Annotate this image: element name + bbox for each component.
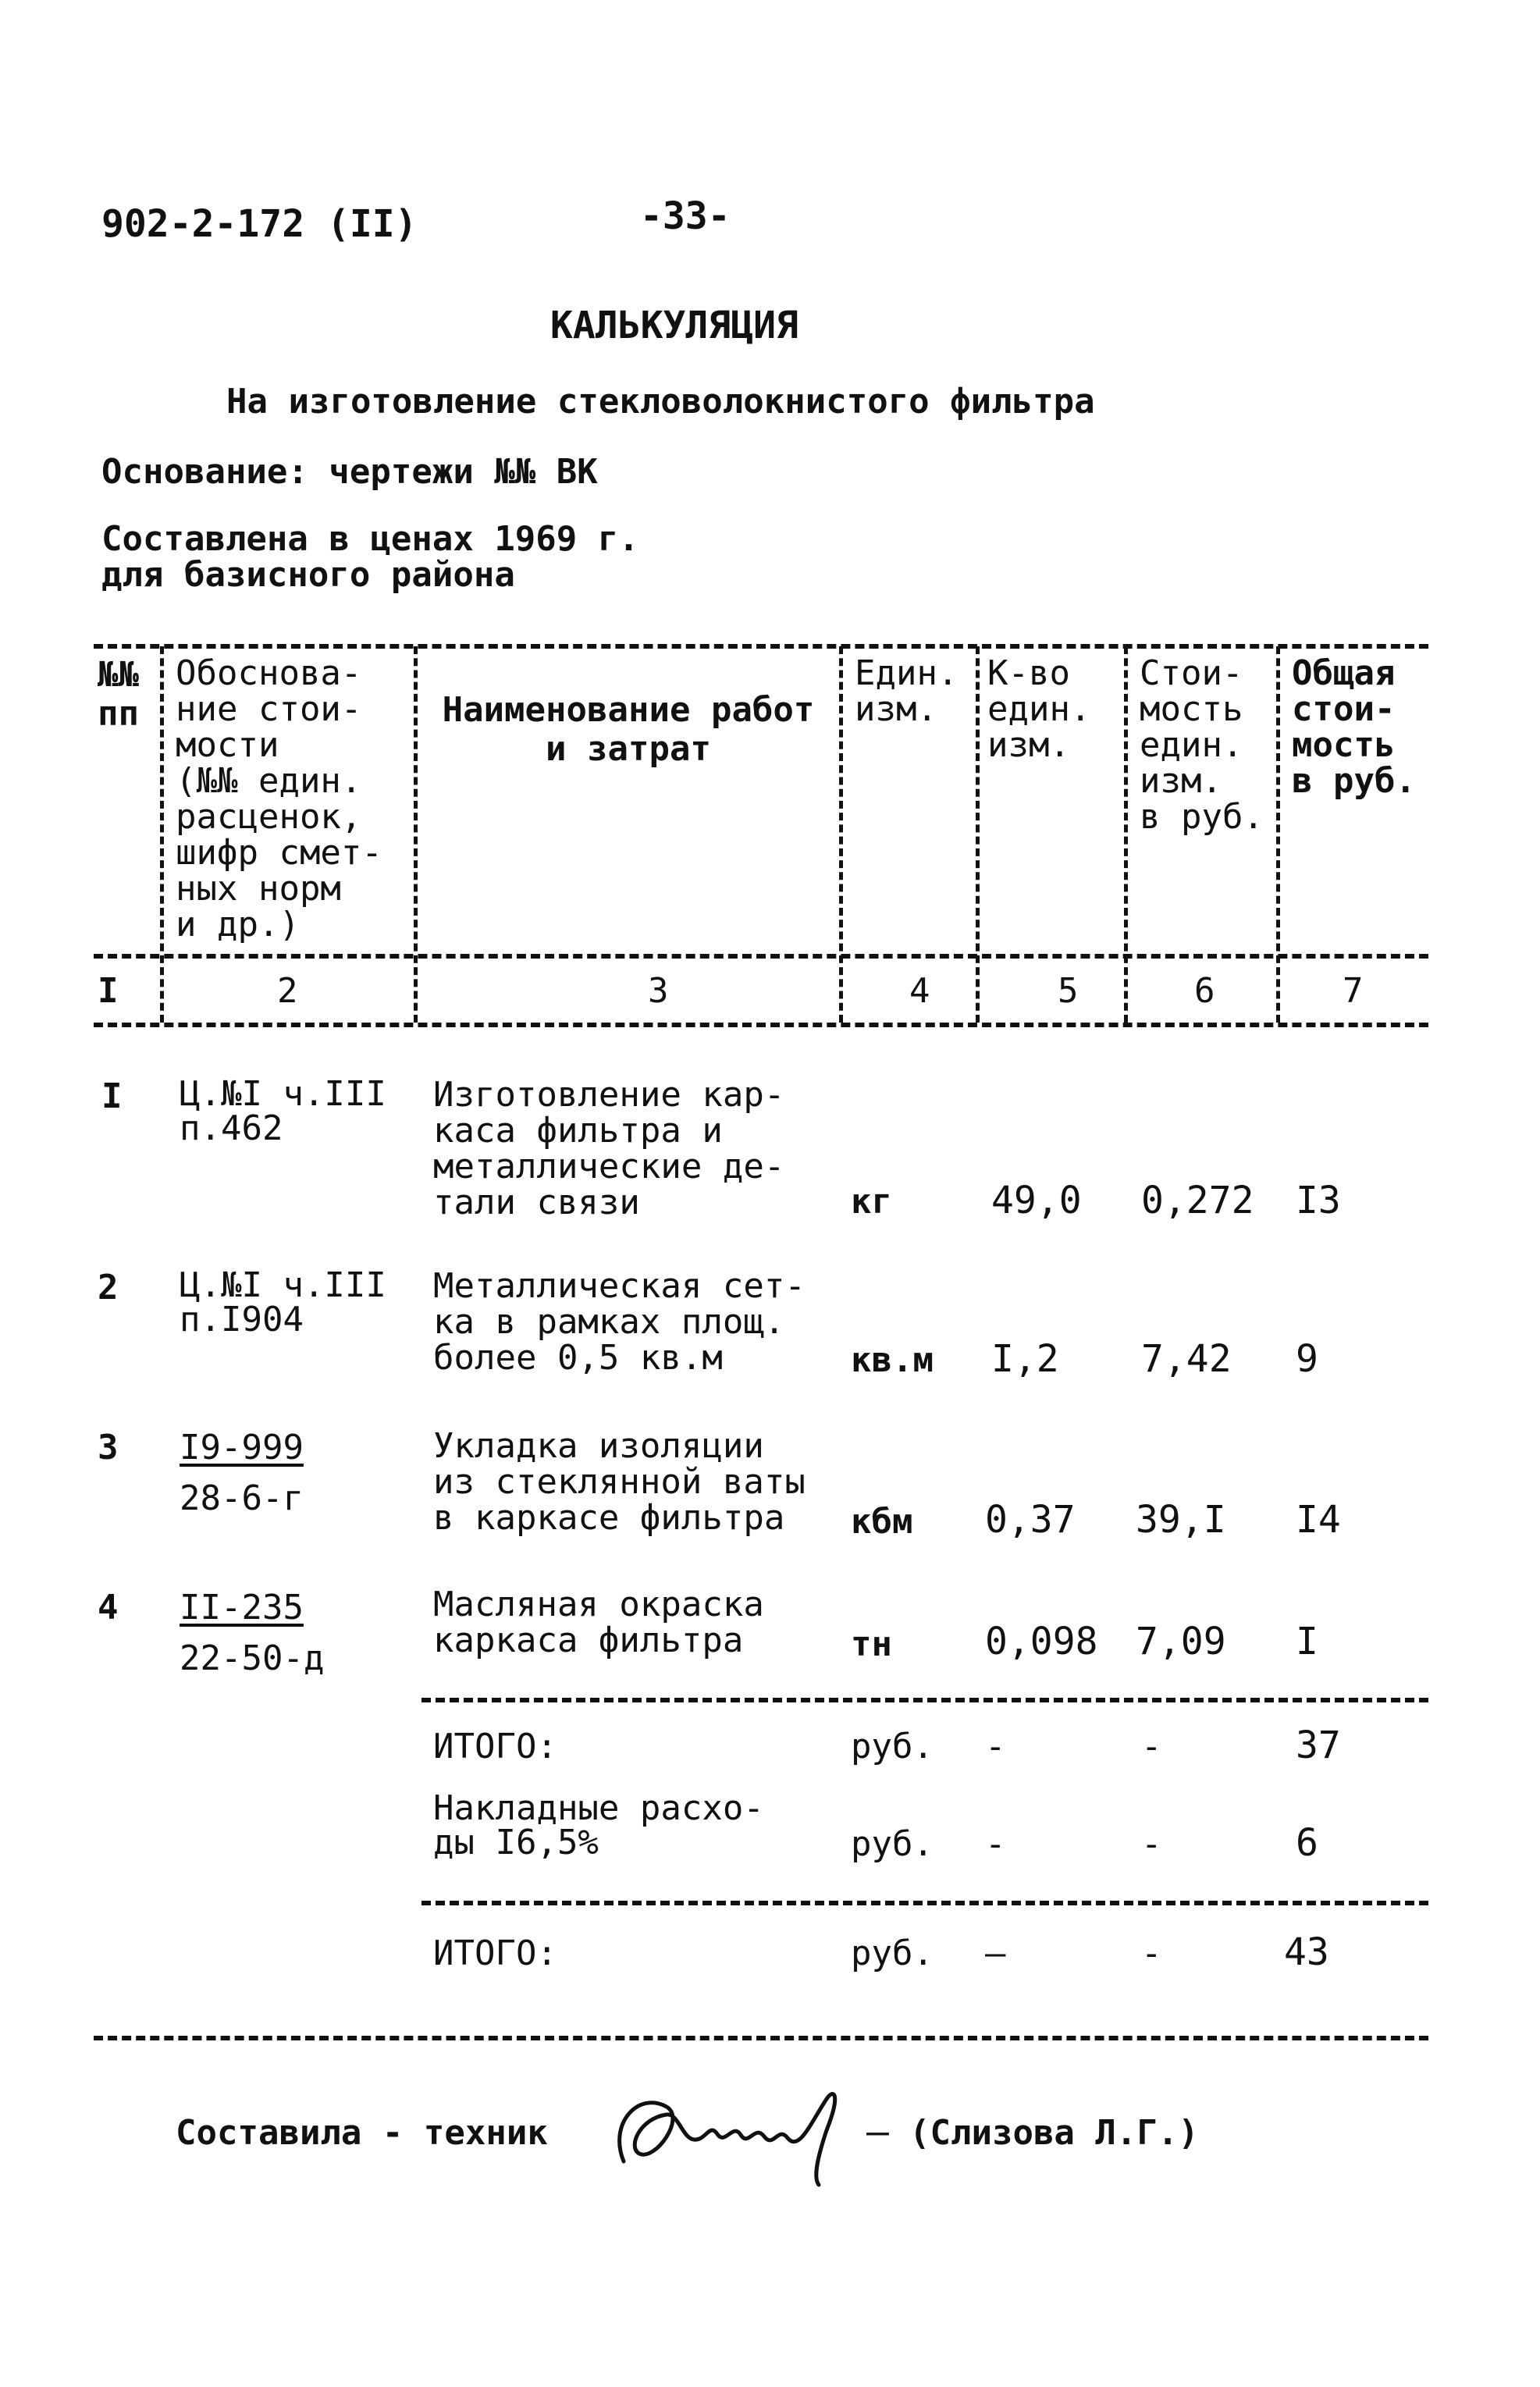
overhead-label: Накладные расхо- ды I6,5% — [433, 1788, 764, 1862]
overhead-total: 6 — [1296, 1821, 1318, 1865]
row-3-unit: кбм — [851, 1502, 913, 1542]
column-number-1: I — [98, 971, 119, 1011]
row-4-total: I — [1296, 1620, 1318, 1663]
document-code: 902-2-172 (II) — [101, 202, 418, 246]
column-number-4: 4 — [909, 971, 930, 1011]
prices-line-2: для базисного района — [101, 555, 515, 595]
row-3-name: Укладка изоляции из стеклянной ваты в каркасе фильтра — [433, 1426, 806, 1538]
column-header-6: Стои- мость един. изм. в руб. — [1140, 653, 1264, 837]
compiled-by-label: Составила - техник — [176, 2113, 548, 2153]
row-2-basis: Ц.№I ч.III п.I904 — [180, 1265, 386, 1339]
column-number-2: 2 — [277, 971, 298, 1011]
column-header-2: Обоснова- ние стои- мости (№№ един. расценок, шифр смет- ных норм и др.) — [176, 653, 382, 944]
column-header-5: К-во един. изм. — [987, 653, 1091, 765]
row-1-unit: кг — [851, 1182, 892, 1222]
subtotal-2-quantity: — — [985, 1933, 1006, 1973]
subtotal-2-unit-price: - — [1141, 1933, 1162, 1973]
row-2-unit-price: 7,42 — [1141, 1337, 1232, 1381]
subtotal-1-quantity: - — [985, 1727, 1006, 1766]
subtotal-1-total: 37 — [1296, 1724, 1341, 1767]
subtotal-2-label: ИТОГО: — [433, 1933, 557, 1973]
subtotal-2-rule — [421, 1901, 1428, 1905]
row-2-total: 9 — [1296, 1337, 1318, 1381]
row-1-unit-price: 0,272 — [1141, 1179, 1254, 1222]
subtotal-2-total: 43 — [1284, 1930, 1329, 1974]
row-3-unit-price: 39,I — [1136, 1498, 1226, 1542]
column-number-6: 6 — [1194, 971, 1215, 1011]
row-4-quantity: 0,098 — [985, 1620, 1098, 1663]
row-4-number: 4 — [98, 1588, 119, 1628]
column-header-4: Един. изм. — [855, 653, 958, 729]
document-subtitle: На изготовление стекловолокнистого фильтра — [226, 382, 1095, 422]
row-3-basis-bottom: 28-6-г — [180, 1478, 304, 1518]
column-divider-4 — [976, 646, 980, 1023]
row-1-number: I — [101, 1076, 123, 1116]
subtotal-1-rule — [421, 1698, 1428, 1702]
column-number-5: 5 — [1058, 971, 1079, 1011]
subtotal-2-unit: руб. — [851, 1933, 934, 1973]
row-4-unit: тн — [851, 1624, 892, 1664]
basis-line: Основание: чертежи №№ ВК — [101, 452, 598, 492]
row-2-number: 2 — [98, 1268, 119, 1307]
table-bottom-rule — [94, 2036, 1428, 2040]
row-4-basis-bottom: 22-50-д — [180, 1638, 325, 1678]
overhead-unit-price: - — [1141, 1824, 1162, 1864]
signature — [578, 2061, 874, 2178]
column-header-7: Общая стои- мость в руб. — [1292, 653, 1416, 801]
overhead-quantity: - — [985, 1824, 1006, 1864]
column-divider-5 — [1124, 646, 1128, 1023]
row-1-quantity: 49,0 — [991, 1179, 1082, 1222]
row-3-quantity: 0,37 — [985, 1498, 1076, 1542]
column-number-3: 3 — [648, 971, 669, 1011]
table-number-rule — [94, 1023, 1428, 1027]
document-title: КАЛЬКУЛЯЦИЯ — [550, 304, 798, 347]
row-1-basis: Ц.№I ч.III п.462 — [180, 1074, 386, 1148]
row-1-name: Изготовление кар- каса фильтра и металлические де- тали связи — [433, 1075, 785, 1222]
overhead-unit: руб. — [851, 1824, 934, 1864]
row-1-total: I3 — [1296, 1179, 1341, 1222]
row-2-unit: кв.м — [851, 1340, 934, 1380]
column-header-1: №№ пп — [98, 655, 139, 734]
footer-dash: — — [866, 2110, 889, 2154]
compiler-name: (Слизова Л.Г.) — [909, 2113, 1199, 2153]
row-2-quantity: I,2 — [991, 1337, 1059, 1381]
row-3-total: I4 — [1296, 1498, 1341, 1542]
column-divider-2 — [414, 646, 418, 1023]
subtotal-1-unit-price: - — [1141, 1727, 1162, 1766]
column-header-3: Наименование работ и затрат — [442, 690, 815, 769]
row-4-unit-price: 7,09 — [1136, 1620, 1226, 1663]
row-3-basis-top: I9-999 — [180, 1428, 304, 1467]
row-2-name: Металлическая сет- ка в рамках площ. более 0,5 кв.м — [433, 1266, 806, 1378]
column-divider-3 — [839, 646, 843, 1023]
subtotal-1-label: ИТОГО: — [433, 1727, 557, 1766]
row-3-number: 3 — [98, 1428, 119, 1467]
table-top-rule — [94, 644, 1428, 649]
row-4-basis-top: II-235 — [180, 1588, 304, 1628]
prices-line-1: Составлена в ценах 1969 г. — [101, 519, 639, 559]
column-divider-1 — [160, 646, 164, 1023]
column-divider-6 — [1276, 646, 1280, 1023]
subtotal-1-unit: руб. — [851, 1727, 934, 1766]
column-number-7: 7 — [1343, 971, 1364, 1011]
row-4-name: Масляная окраска каркаса фильтра — [433, 1585, 764, 1660]
table-header-rule — [94, 954, 1428, 959]
page-number: -33- — [640, 194, 731, 238]
